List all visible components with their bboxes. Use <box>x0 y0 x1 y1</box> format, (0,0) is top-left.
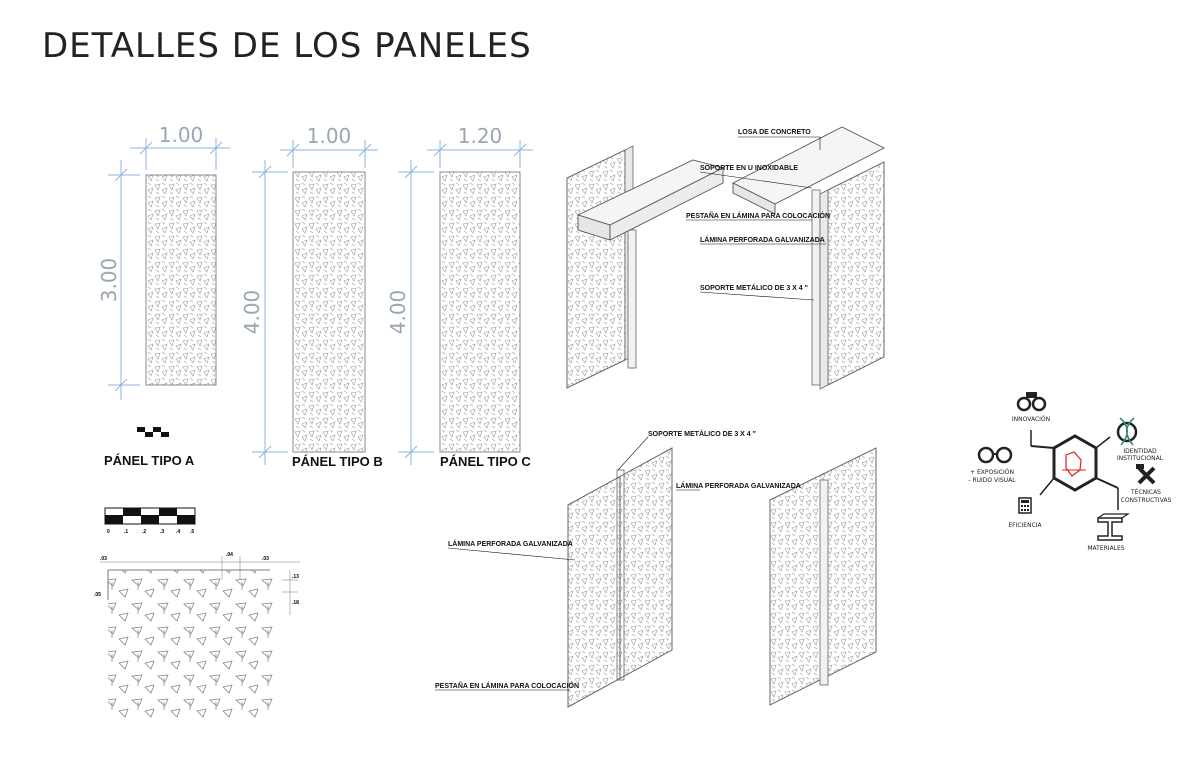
perforation-detail-body <box>108 570 273 720</box>
label-tecnicas-1: TÉCNICAS <box>1130 489 1162 496</box>
panel-b-label: PÁNEL TIPO B <box>292 454 383 469</box>
label-exposicion-2: - RUIDO VISUAL <box>968 477 1016 484</box>
scale-bar <box>105 508 195 535</box>
isometric-assembly-top <box>567 127 884 389</box>
hexagon-core <box>1054 436 1096 490</box>
label-soporte-metalico-bottom: SOPORTE METÁLICO DE 3 X 4 " <box>648 431 756 438</box>
detail-dim: .03 <box>100 556 107 562</box>
label-identidad-2: INSTITUCIONAL <box>1116 455 1164 462</box>
label-innovacion: INNOVACIÓN <box>1011 416 1051 423</box>
scale-tick: .5 <box>190 529 195 535</box>
detail-dim: .18 <box>292 600 299 606</box>
steel-beam-icon <box>1098 514 1128 540</box>
panel-b-height: 4.00 <box>240 289 264 335</box>
page-title: DETALLES DE LOS PANELES <box>42 26 532 66</box>
calculator-icon <box>1019 498 1031 513</box>
label-tecnicas-2: CONSTRUCTIVAS <box>1120 497 1172 504</box>
detail-dim: .05 <box>94 592 101 598</box>
label-materiales: MATERIALES <box>1087 545 1125 552</box>
tools-icon <box>1136 464 1154 483</box>
scale-tick: .3 <box>160 529 165 535</box>
detail-dim: .13 <box>292 574 299 580</box>
label-losa: LOSA DE CONCRETO <box>738 129 811 136</box>
label-pestana-bottom: PESTAÑA EN LÁMINA PARA COLOCACIÓN <box>435 683 580 690</box>
isometric-assembly-bottom <box>435 429 876 707</box>
panel-a-label: PÁNEL TIPO A <box>104 453 195 468</box>
label-soporte-u: SOPORTE EN U INOXIDABLE <box>700 165 799 172</box>
scale-tick: .2 <box>142 529 147 535</box>
panel-c-height: 4.00 <box>386 289 410 335</box>
label-lamina-top: LÁMINA PERFORADA GALVANIZADA <box>700 237 825 244</box>
panel-a-height: 3.00 <box>97 257 121 303</box>
panel-c-body <box>440 172 520 452</box>
label-pestana-top: PESTAÑA EN LÁMINA PARA COLOCACIÓN <box>686 213 831 220</box>
detail-dim: .03 <box>262 556 269 562</box>
label-lamina-bottom-left: LÁMINA PERFORADA GALVANIZADA <box>448 541 573 548</box>
panel-tipo-c <box>386 124 533 469</box>
perforation-detail <box>94 552 300 720</box>
panel-b-body <box>293 172 365 452</box>
glasses-icon <box>979 448 1011 462</box>
scale-tick: .4 <box>176 529 181 535</box>
dna-gear-icon <box>1118 418 1136 445</box>
panel-b-width: 1.00 <box>306 124 352 148</box>
scale-tick: .1 <box>124 529 129 535</box>
panel-a-width: 1.00 <box>158 123 204 147</box>
panel-c-label: PÁNEL TIPO C <box>440 454 531 469</box>
label-exposicion-1: + EXPOSICIÓN <box>970 469 1014 476</box>
label-lamina-bottom-right: LÁMINA PERFORADA GALVANIZADA <box>676 483 801 490</box>
panel-c-width: 1.20 <box>457 124 503 148</box>
panel-a-body <box>146 175 216 385</box>
label-soporte-metalico-top: SOPORTE METÁLICO DE 3 X 4 " <box>700 285 808 292</box>
panel-tipo-b <box>240 124 383 469</box>
label-identidad-1: IDENTIDAD <box>1123 448 1157 455</box>
detail-dim: .04 <box>226 552 233 558</box>
panel-tipo-a <box>97 123 230 468</box>
concept-diagram <box>968 392 1171 552</box>
label-eficiencia: EFICIENCIA <box>1008 522 1042 529</box>
scale-tick: 0 <box>107 529 110 535</box>
scale-bar-small <box>137 427 169 437</box>
binoculars-icon <box>1018 392 1045 410</box>
